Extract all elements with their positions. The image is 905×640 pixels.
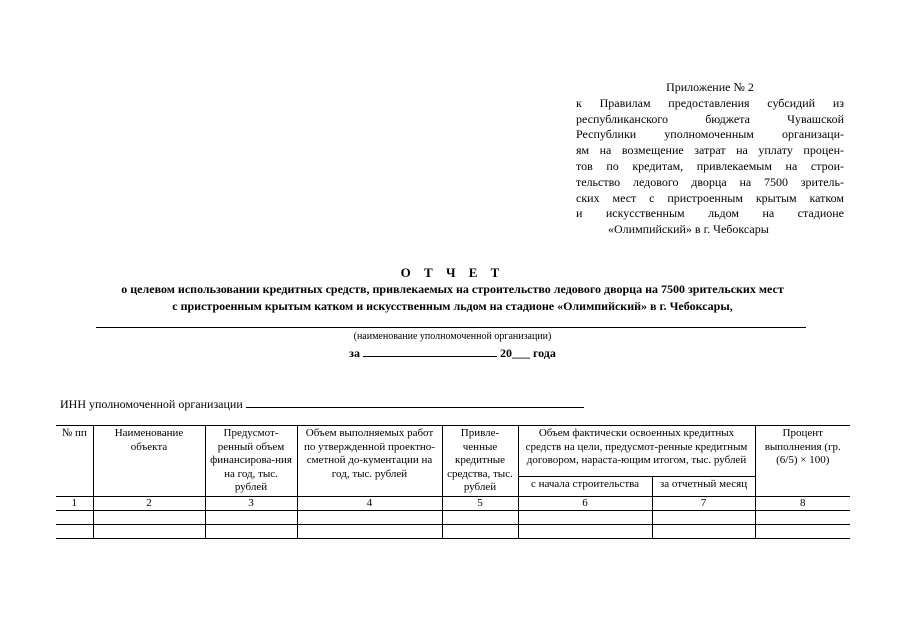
- appendix-line: Республики уполномоченным организаци-: [576, 127, 844, 142]
- organization-caption: (наименование уполномоченной организации): [353, 331, 552, 342]
- table-cell[interactable]: [518, 511, 652, 525]
- appendix-line: тельство ледового дворца на 7500 зритель-: [576, 174, 844, 189]
- column-number: 3: [205, 496, 297, 511]
- column-numbers-row: [56, 496, 850, 511]
- header-object-name: Наименование объекта: [93, 426, 205, 497]
- report-subtitle-line2: с пристроенным крытым катком и искусственным льдом на стадионе «Олимпийский» в г. Чебоксары,: [172, 299, 733, 313]
- header-row: [56, 426, 850, 477]
- table-cell[interactable]: [442, 511, 518, 525]
- column-number: 8: [755, 496, 850, 511]
- table-cell[interactable]: [518, 525, 652, 539]
- header-since-start: с начала строительства: [518, 477, 652, 496]
- header-credit-funds: Привле-ченные кредитные средства, тыс. рублей: [442, 426, 518, 497]
- table-row: [56, 525, 850, 539]
- column-number: 7: [652, 496, 755, 511]
- table-cell[interactable]: [755, 511, 850, 525]
- appendix-line: и искусственным льдом на стадионе: [576, 206, 844, 221]
- table-cell[interactable]: [442, 525, 518, 539]
- column-number: 2: [93, 496, 205, 511]
- table-cell[interactable]: [56, 525, 93, 539]
- header-completion-percent: Процент выполнения (гр. (6/5) × 100): [755, 426, 850, 497]
- appendix-block: [576, 80, 844, 238]
- appendix-title: Приложение № 2: [666, 80, 754, 94]
- column-number: 5: [442, 496, 518, 511]
- report-period: [0, 345, 905, 361]
- report-subtitle-line1: о целевом использовании кредитных средств, привлекаемых на строительство ледового дворца на 7500 зрительских мест: [121, 282, 784, 296]
- period-suffix: года: [532, 346, 556, 360]
- appendix-line: тов по кредитам, привлекаемым на строи-: [576, 158, 844, 173]
- inn-label: ИНН уполномоченной организации: [60, 397, 243, 411]
- table-cell[interactable]: [93, 511, 205, 525]
- table-cell[interactable]: [297, 511, 442, 525]
- period-prefix: за: [349, 346, 360, 360]
- table-cell[interactable]: [297, 525, 442, 539]
- appendix-line: к Правилам предоставления субсидий из: [576, 95, 844, 110]
- report-title: О Т Ч Е Т: [400, 265, 505, 280]
- table-cell[interactable]: [205, 525, 297, 539]
- report-table: [56, 425, 850, 539]
- period-field[interactable]: [363, 345, 497, 357]
- table-cell[interactable]: [652, 511, 755, 525]
- table-cell[interactable]: [56, 511, 93, 525]
- report-heading: [0, 265, 905, 315]
- header-actual-used: Объем фактически освоенных кредитных средств на цели, предусмот-ренные кредитным договором, нараста-ющим итогом, тыс. рублей: [518, 426, 755, 477]
- inn-row: [60, 395, 584, 412]
- column-number: 1: [56, 496, 93, 511]
- appendix-line: ских мест с пристроенным крытым катком: [576, 190, 844, 205]
- header-planned-financing: Предусмот-ренный объем финансирова-ния на год, тыс. рублей: [205, 426, 297, 497]
- column-number: 6: [518, 496, 652, 511]
- table-row: [56, 511, 850, 525]
- table-cell[interactable]: [205, 511, 297, 525]
- appendix-line: ям на возмещение затрат на уплату процен-: [576, 143, 844, 158]
- appendix-line: республиканского бюджета Чувашской: [576, 111, 844, 126]
- column-number: 4: [297, 496, 442, 511]
- table-cell[interactable]: [755, 525, 850, 539]
- header-reporting-month: за отчетный месяц: [652, 477, 755, 496]
- inn-field[interactable]: [246, 395, 584, 408]
- table-cell[interactable]: [93, 525, 205, 539]
- organization-name-field[interactable]: [96, 327, 806, 328]
- table-cell[interactable]: [652, 525, 755, 539]
- header-number: № пп: [56, 426, 93, 497]
- period-year: 20___: [499, 346, 530, 360]
- appendix-line: «Олимпийский» в г. Чебоксары: [608, 222, 769, 237]
- header-work-volume: Объем выполняемых работ по утвержденной проектно-сметной до-кументации на год, тыс. рублей: [297, 426, 442, 497]
